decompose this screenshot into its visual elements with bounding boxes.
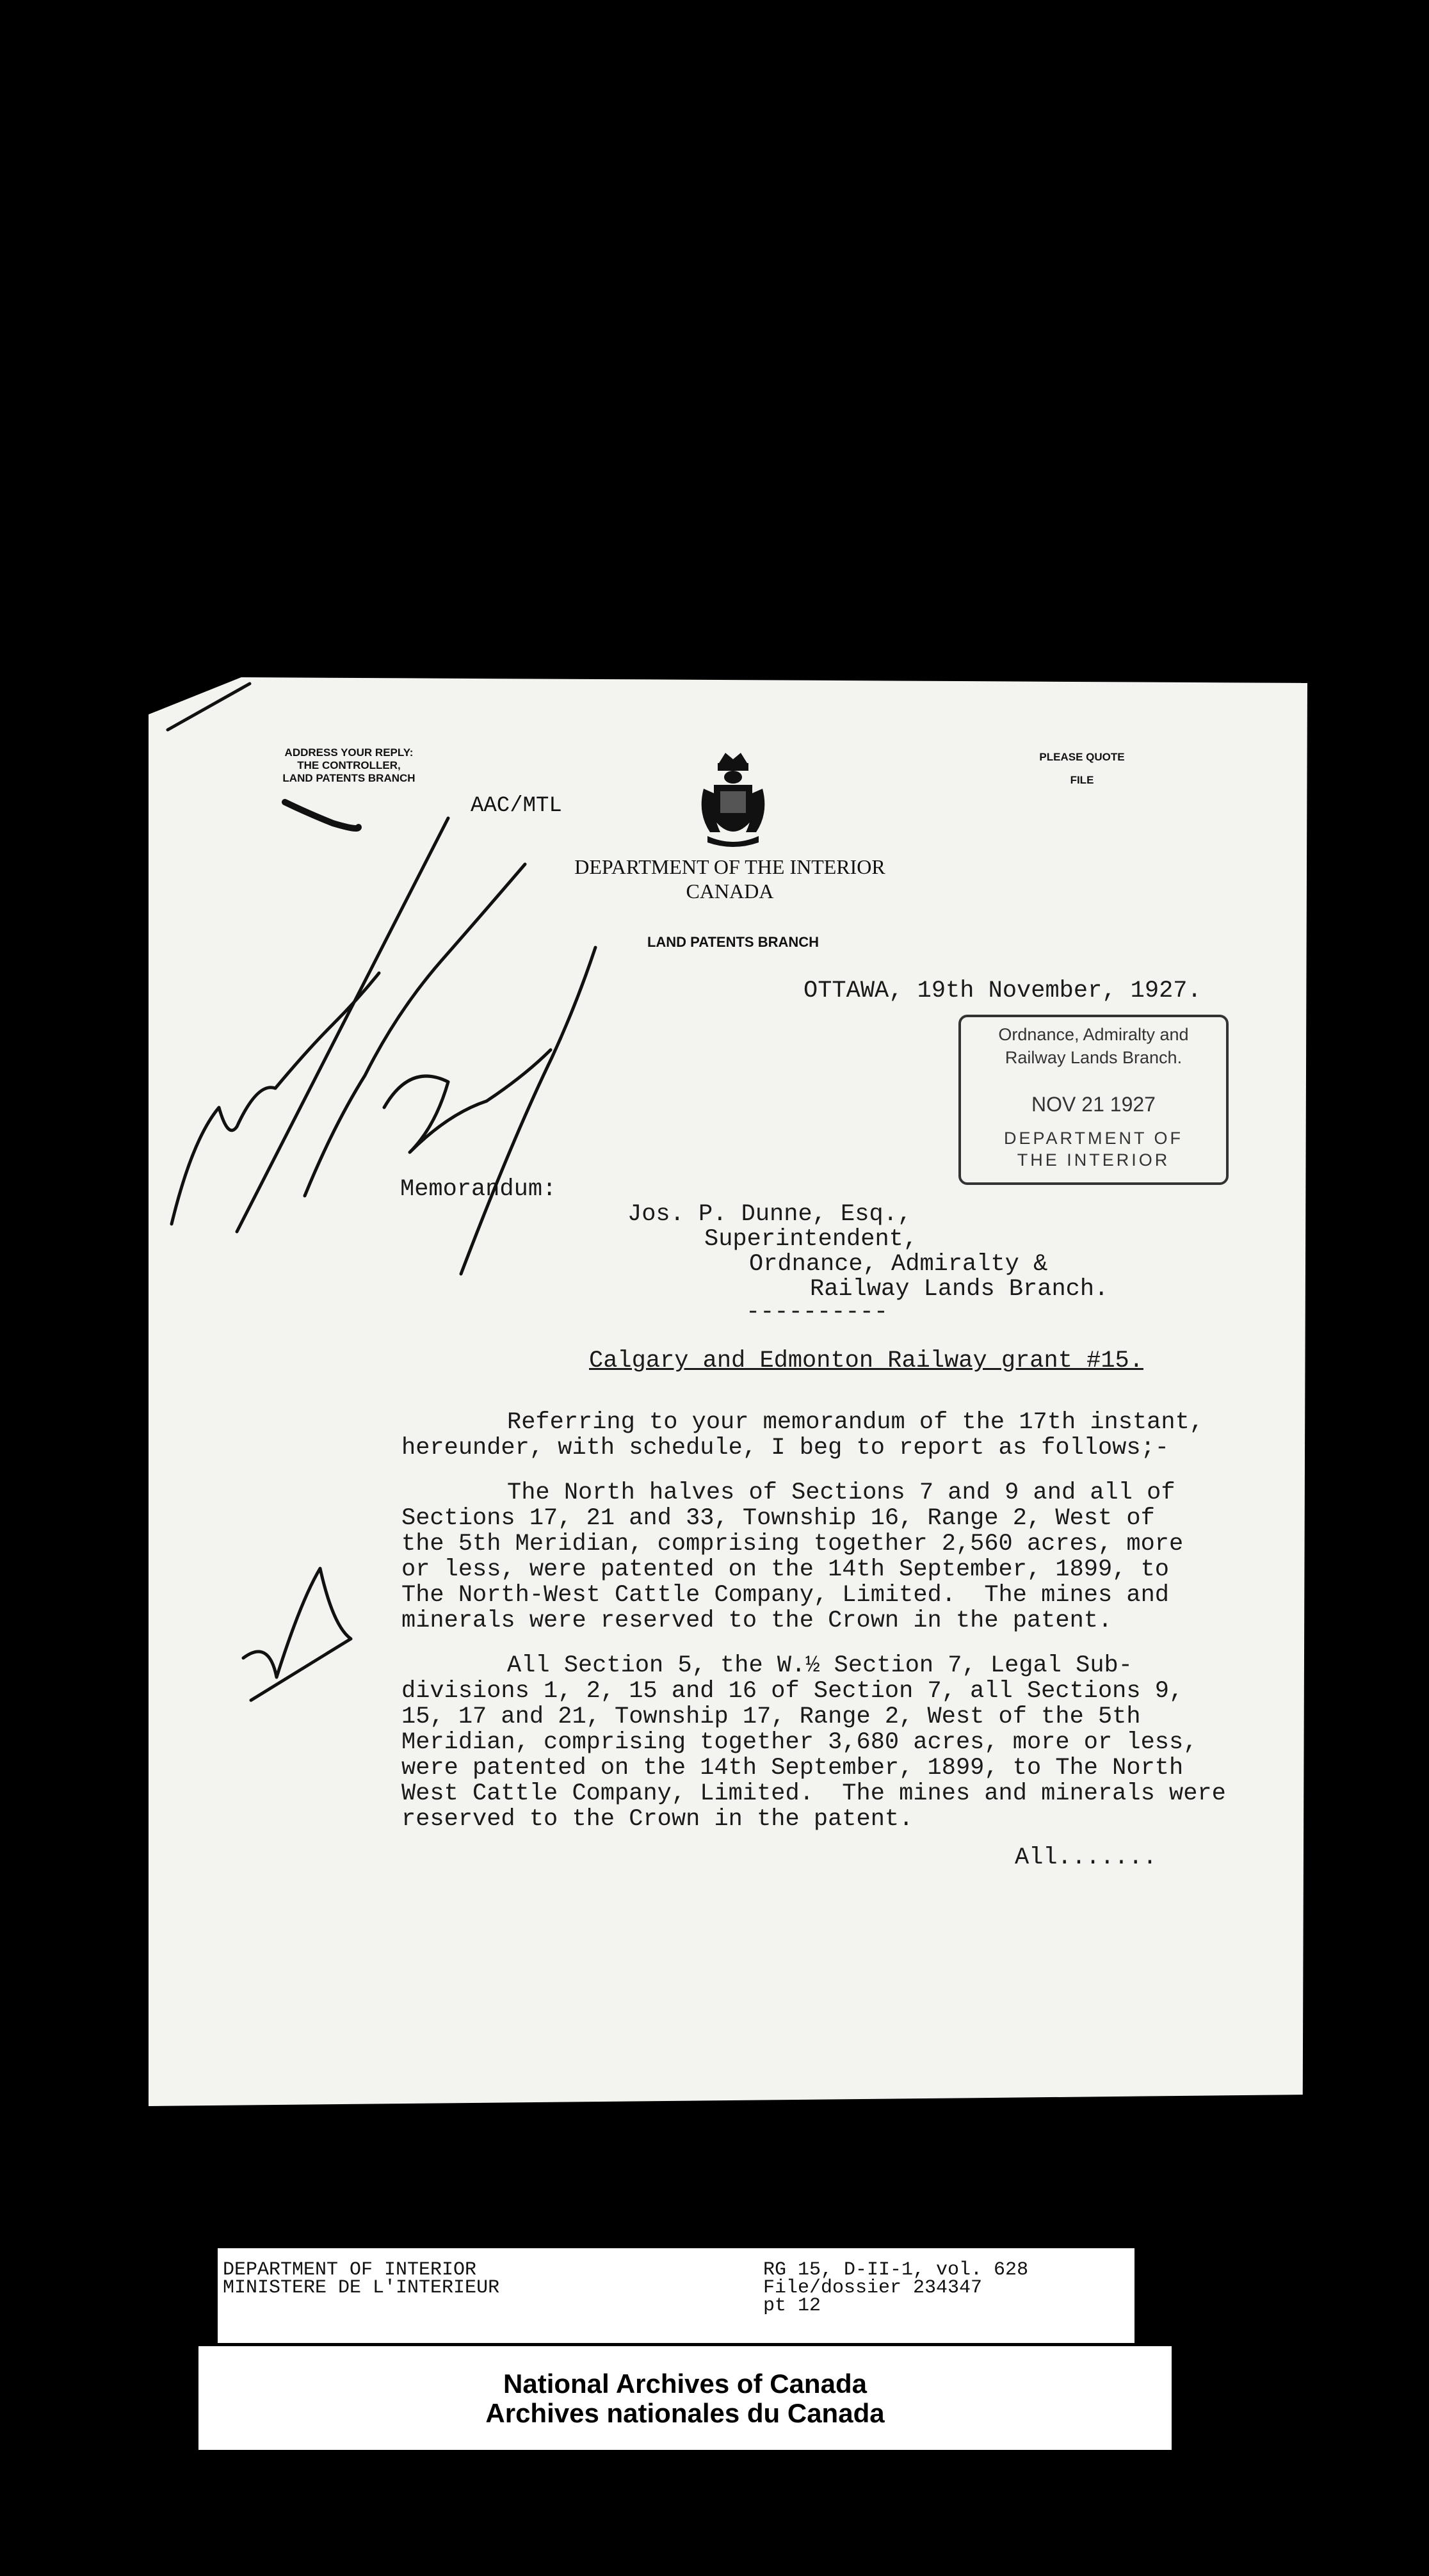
paragraph-2-line-2: Sections 17, 21 and 33, Township 16, Range 2, West of bbox=[401, 1505, 1155, 1532]
paragraph-3-line-3: 15, 17 and 21, Township 17, Range 2, West of the 5th bbox=[401, 1703, 1141, 1730]
paragraph-2-line-4: or less, were patented on the 14th September, 1899, to bbox=[401, 1556, 1169, 1583]
country-name: CANADA bbox=[686, 880, 774, 903]
please-quote-line: PLEASE QUOTE bbox=[1039, 751, 1125, 763]
stamp-line-4: THE INTERIOR bbox=[1017, 1150, 1170, 1170]
national-archives-banner bbox=[198, 2346, 1172, 2450]
paragraph-3-line-7: reserved to the Crown in the patent. bbox=[401, 1806, 914, 1833]
addressee-line-4: Railway Lands Branch. bbox=[810, 1276, 1109, 1303]
address-reply-block bbox=[256, 746, 442, 785]
received-stamp bbox=[958, 1015, 1229, 1185]
stamp-date: NOV 21 1927 bbox=[1031, 1093, 1156, 1116]
coat-of-arms-emblem bbox=[695, 749, 771, 851]
archive-dept-french: MINISTERE DE L'INTERIEUR bbox=[223, 2277, 500, 2299]
stamp-line-3: DEPARTMENT OF bbox=[1003, 1129, 1184, 1148]
continuation-marker: All....... bbox=[1015, 1844, 1158, 1871]
date-line: OTTAWA, 19th November, 1927. bbox=[803, 978, 1202, 1004]
archive-dept-english: DEPARTMENT OF INTERIOR bbox=[223, 2259, 477, 2281]
archive-ref-file: File/dossier 234347 bbox=[763, 2277, 983, 2299]
paragraph-1-line-2: hereunder, with schedule, I beg to report as follows;- bbox=[401, 1435, 1169, 1461]
archives-name-french: Archives nationales du Canada bbox=[485, 2398, 885, 2428]
address-line-1: ADDRESS YOUR REPLY: bbox=[284, 746, 414, 759]
archives-name-english: National Archives of Canada bbox=[503, 2369, 867, 2399]
paragraph-2-line-1: The North halves of Sections 7 and 9 and all of bbox=[507, 1479, 1175, 1506]
reference-code: AAC/MTL bbox=[471, 794, 562, 818]
paragraph-2-line-5: The North-West Cattle Company, Limited. The mines and bbox=[401, 1582, 1169, 1609]
department-name: DEPARTMENT OF THE INTERIOR bbox=[574, 855, 885, 878]
paragraph-3-line-2: divisions 1, 2, 15 and 16 of Section 7, all Sections 9, bbox=[401, 1678, 1184, 1705]
addressee-line-1: Jos. P. Dunne, Esq., bbox=[627, 1201, 912, 1228]
department-heading bbox=[525, 855, 935, 903]
address-line-2: THE CONTROLLER, bbox=[297, 759, 401, 771]
please-quote-block bbox=[1018, 751, 1146, 787]
paragraph-3-line-4: Meridian, comprising together 3,680 acres, more or less, bbox=[401, 1729, 1198, 1756]
archive-ref-volume: RG 15, D-II-1, vol. 628 bbox=[763, 2259, 1029, 2281]
branch-name: LAND PATENTS BRANCH bbox=[647, 934, 819, 950]
archive-ref-part: pt 12 bbox=[763, 2295, 821, 2317]
subject-line: Calgary and Edmonton Railway grant #15. bbox=[589, 1348, 1143, 1374]
archive-reference-strip bbox=[218, 2248, 1134, 2343]
addressee-line-2: Superintendent, bbox=[704, 1226, 918, 1253]
body-text bbox=[401, 1410, 1226, 1832]
file-line: FILE bbox=[1070, 774, 1094, 786]
paragraph-3-line-6: West Cattle Company, Limited. The mines and minerals were bbox=[401, 1780, 1226, 1807]
stamp-line-1: Ordnance, Admiralty and bbox=[998, 1025, 1189, 1044]
separator-rule: ---------- bbox=[746, 1299, 889, 1326]
paragraph-2-line-6: minerals were reserved to the Crown in the patent. bbox=[401, 1607, 1113, 1634]
addressee-line-3: Ordnance, Admiralty & bbox=[749, 1251, 1048, 1278]
memorandum-label: Memorandum: bbox=[400, 1176, 557, 1203]
paragraph-3-line-1: All Section 5, the W.½ Section 7, Legal Sub- bbox=[507, 1652, 1133, 1679]
paragraph-2-line-3: the 5th Meridian, comprising together 2,560 acres, more bbox=[401, 1531, 1184, 1558]
paragraph-1-line-1: Referring to your memorandum of the 17th instant, bbox=[507, 1409, 1204, 1436]
stamp-line-2: Railway Lands Branch. bbox=[1005, 1048, 1183, 1067]
address-line-3: LAND PATENTS BRANCH bbox=[282, 772, 416, 784]
paragraph-3-line-5: were patented on the 14th September, 1899, to The North bbox=[401, 1755, 1184, 1782]
